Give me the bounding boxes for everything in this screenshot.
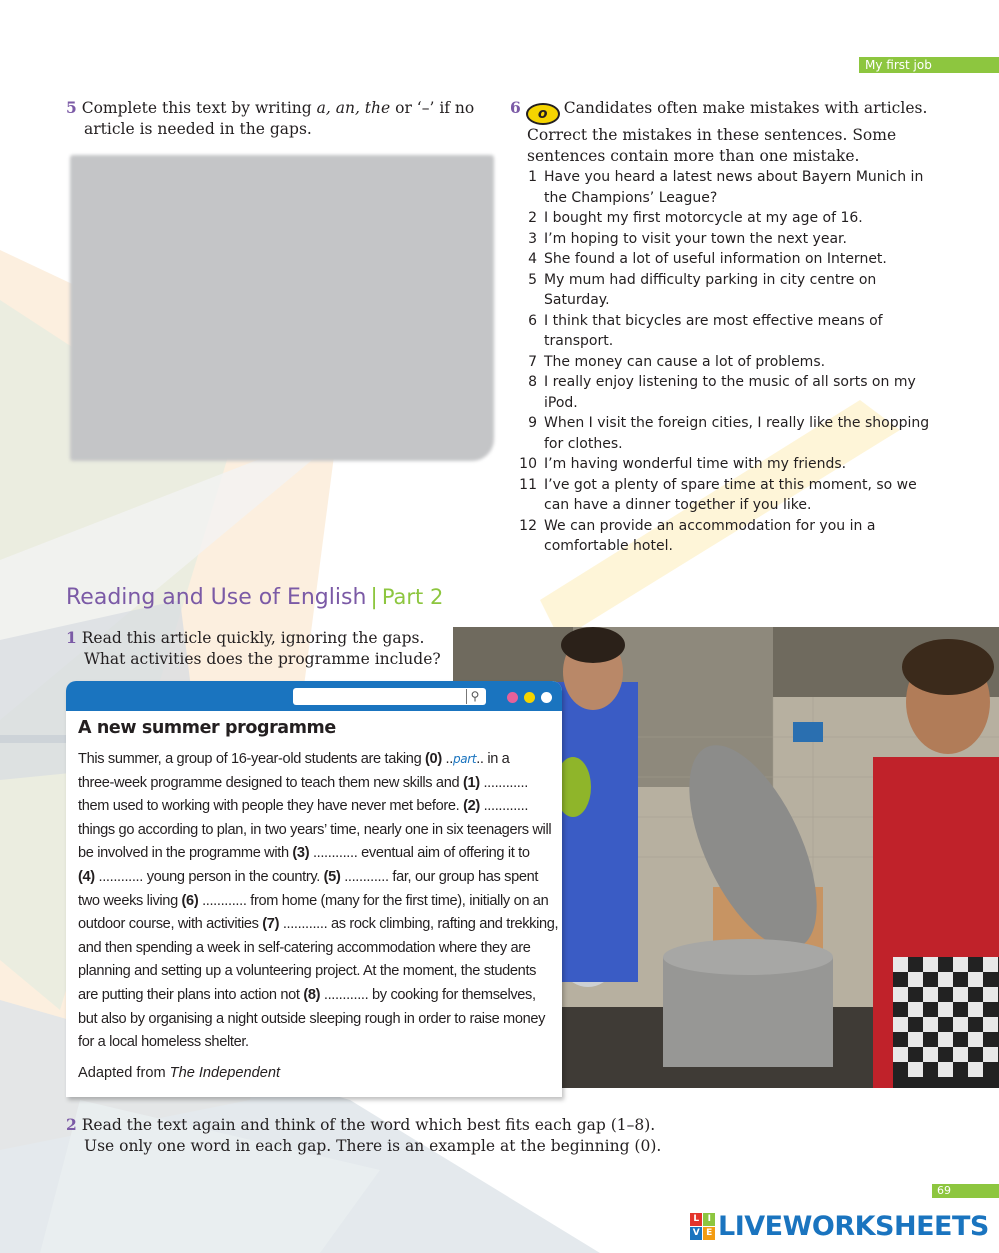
article-body: This summer, a group of 16-year-old students are taking (0) ..part.. in a three-week programme designed to teach them new skills and (1) ............ them used to working with people they have never met before. (2) ............ things go according to plan, in two years’ time, nearly one in six teenagers will be involved in the programme with (3) ............ eventual aim of offering it to (4) ............ young person in the country. (5) ............ far, our group has spent two weeks living (6) ............ from home (many for the first time), initially on an outdoor course, with activities (7) ............ as rock climbing, rafting and trekking, and then spending a week in self-catering accommodation where they are planning and setting up a volunteering project. At the moment, the students are putting their plans into action not (8) ............ by cooking for themselves, but also by organising a night outside sleeping rough in order to raise money for a local homeless shelter.	[78, 751, 559, 1051]
browser-bar	[66, 681, 562, 711]
instruction-text: article is needed in the gaps.	[84, 120, 312, 138]
article-card	[66, 681, 562, 1097]
list-item: 8 I really enjoy listening to the music of all sorts on my iPod.	[528, 374, 916, 411]
gap-blank[interactable]: ............	[98, 868, 143, 885]
section-divider: |	[370, 585, 378, 610]
list-item: 2 I bought my first motorcycle at my age of 16.	[528, 210, 863, 226]
white-dot-icon	[541, 692, 552, 703]
list-item: 11 I’ve got a plenty of spare time at this moment, so we can have a dinner together if you like.	[519, 476, 917, 513]
liveworksheets-logo[interactable]	[690, 1211, 989, 1242]
gap-blank[interactable]: ............	[323, 986, 369, 1003]
yellow-dot-icon	[524, 692, 535, 703]
brand-grid-icon: L I V E	[690, 1213, 715, 1240]
search-icon[interactable]: ⚲	[466, 689, 483, 704]
reading-exercise-2	[66, 1114, 766, 1157]
example-answer: part	[452, 752, 477, 766]
exercise-number: 2	[66, 1115, 77, 1134]
gap-blank[interactable]: ............	[312, 845, 358, 862]
list-item: 9 When I visit the foreign cities, I really like the shopping for clothes.	[528, 415, 930, 452]
instruction-text: Use only one word in each gap. There is an example at the beginning (0).	[84, 1137, 662, 1155]
section-part: Part 2	[381, 585, 444, 609]
instruction-text: Candidates often make mistakes with articles.	[563, 99, 928, 117]
section-title: Reading and Use of English	[66, 585, 367, 610]
list-item: 10 I’m having wonderful time with my friends.	[519, 456, 847, 472]
instruction-text: Read this article quickly, ignoring the gaps.	[81, 629, 425, 647]
sentence-list	[517, 167, 937, 557]
list-item: 7 The money can cause a lot of problems.	[528, 353, 826, 370]
unit-tag: My first job	[859, 57, 999, 73]
reading-exercise-1	[66, 627, 456, 670]
exercise-number: 5	[66, 98, 77, 117]
brand-name: LIVEWORKSHEETS	[718, 1211, 989, 1242]
list-item: 4 She found a lot of useful information on Internet.	[528, 251, 887, 267]
gap-blank[interactable]: ............	[483, 774, 528, 791]
instruction-text: What activities does the programme include?	[84, 650, 441, 668]
instruction-text: Read the text again and think of the word which best fits each gap (1–8).	[81, 1116, 656, 1134]
exercise-number: 1	[66, 628, 77, 647]
gap-blank[interactable]: ............	[483, 798, 529, 815]
gap-blank[interactable]: ............	[282, 916, 328, 933]
search-field[interactable]	[293, 688, 486, 705]
article-source: Adapted from The Independent	[78, 1065, 281, 1081]
exercise-5-instructions	[66, 97, 486, 140]
instruction-text: Complete this text by writing	[81, 99, 317, 117]
exam-tip-icon: o	[526, 103, 560, 125]
page-number: 69	[932, 1184, 999, 1198]
list-item: 12 We can provide an accommodation for you in a comfortable hotel.	[519, 517, 876, 554]
redacted-text-box	[70, 155, 494, 461]
list-item: 5 My mum had difficulty parking in city centre on Saturday.	[528, 271, 877, 308]
list-item: 3 I’m hoping to visit your town the next year.	[528, 230, 847, 247]
exercise-6-instructions	[510, 97, 980, 167]
gap-blank[interactable]: ............	[202, 892, 247, 909]
gap-blank[interactable]: ............	[344, 868, 389, 885]
instruction-text: Correct the mistakes in these sentences. Some	[527, 126, 897, 144]
article-title: A new summer programme	[78, 718, 336, 738]
list-item: 6 I think that bicycles are most effective means of transport.	[528, 312, 883, 349]
exercise-number: 6	[510, 98, 521, 117]
instruction-italic: a, an, the	[316, 99, 391, 117]
section-heading	[66, 585, 443, 610]
pink-dot-icon	[507, 692, 518, 703]
list-item: 1 Have you heard a latest news about Bayern Munich in the Champions’ League?	[528, 169, 924, 206]
instruction-text: sentences contain more than one mistake.	[527, 147, 860, 165]
instruction-text: or ‘–’ if no	[390, 99, 475, 117]
